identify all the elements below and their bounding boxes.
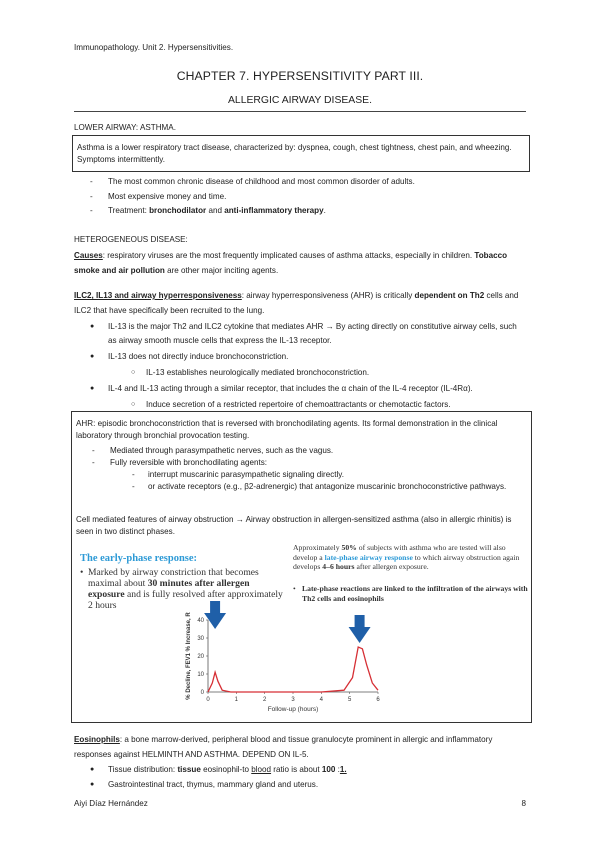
phase-response-figure	[78, 543, 528, 719]
heterogeneous-heading: HETEROGENEOUS DISEASE:	[74, 235, 188, 244]
late-phase-text: Approximately 50% of subjects with asthma who are tested will also develop a late-phase airway response to which airway obstruction again develops 4–6 hours after allergen exposure.	[293, 543, 520, 571]
x-tick-label: 0	[206, 697, 210, 703]
causes-paragraph: Causes: respiratory viruses are the most frequently implicated causes of asthma attacks, especially in children. Tobacco smoke and air pollution are other major inciting agents.	[74, 251, 508, 275]
y-tick-label: 20	[197, 654, 204, 660]
x-axis-label: Follow-up (hours)	[267, 706, 319, 713]
ahr-points	[76, 445, 528, 493]
ahr-definition: AHR: episodic bronchoconstriction that is reversed with bronchodilating agents. Its formal demonstration in the clinical laboratory through bronchial provocation testing.	[76, 419, 498, 440]
list-item: - interrupt muscarinic parasympathetic signaling directly.	[76, 469, 528, 481]
asthma-definition-box	[72, 135, 530, 172]
x-tick-label: 1	[234, 697, 239, 703]
ilc2-paragraph: ILC2, IL13 and airway hyperresponsiveness: airway hyperresponsiveness (AHR) is critically dependent on Th2 cells and ILC2 that have specifically been recruited to the lung.	[74, 291, 519, 315]
late-phase-highlight: late-phase airway response	[324, 552, 413, 562]
list-item: ○ Induce secretion of a restricted repertoire of chemoattractants or chemotactic factors.	[74, 398, 526, 412]
asthma-facts-list	[74, 176, 526, 217]
fev1-curve	[208, 647, 378, 692]
y-tick-label: 0	[200, 690, 204, 696]
x-tick-label: 3	[291, 697, 295, 703]
eosinophils-paragraph: Eosinophils: a bone marrow-derived, peripheral blood and tissue granulocyte prominent in allergic and inflammatory responses against HELMINTH AND ASTHMA. DEPEND ON IL-5.	[74, 735, 493, 759]
section-heading-asthma: LOWER AIRWAY: ASTHMA.	[74, 123, 176, 132]
asthma-definition: Asthma is a lower respiratory tract disease, characterized by: dyspnea, cough, chest tightness, chest pain, and wheezing. Symptoms intermittently.	[77, 143, 512, 164]
il13-list	[74, 320, 526, 412]
late-phase-arrow	[349, 615, 371, 643]
early-phase-arrow	[204, 601, 226, 629]
x-tick-label: 4	[319, 697, 324, 703]
running-header: Immunopathology. Unit 2. Hypersensitivities.	[74, 43, 234, 52]
ahr-box	[71, 411, 532, 723]
list-item: ● Gastrointestinal tract, thymus, mammary gland and uterus.	[74, 778, 526, 793]
chapter-title: CHAPTER 7. HYPERSENSITIVITY PART III.	[176, 69, 424, 83]
y-tick-label: 10	[197, 672, 204, 678]
footer-author: Aiyi Díaz Hernández	[74, 799, 148, 808]
page-number: 8	[521, 799, 526, 808]
phase-chart	[78, 547, 528, 719]
y-tick-label: 40	[197, 618, 204, 624]
list-item: ● IL-13 is the major Th2 and ILC2 cytokine that mediates AHR → By acting directly on constitutive airway cells, such as airway smooth muscle cells that express the IL-13 receptor.	[74, 320, 526, 348]
list-item: - or activate receptors (e.g., β2-adrenergic) that antagonize muscarinic bronchoconstrictive pathways.	[76, 481, 528, 493]
eosinophils-list	[74, 763, 526, 792]
late-phase-bullet: • Late-phase reactions are linked to the infiltration of the airways with Th2 cells and eosinophils	[293, 584, 528, 603]
list-item: ● Tissue distribution: tissue eosinophil-to blood ratio is about 100 :1.	[74, 763, 526, 778]
list-item: - The most common chronic disease of childhood and most common disorder of adults.	[74, 176, 526, 188]
x-tick-label: 6	[376, 697, 380, 703]
y-tick-label: 30	[197, 636, 204, 642]
list-item: - Most expensive money and time.	[74, 191, 526, 203]
list-item: ○ IL-13 establishes neurologically mediated bronchoconstriction.	[74, 366, 526, 380]
cell-mediated-text: Cell mediated features of airway obstruction → Airway obstruction in allergen-sensitized asthma (also in allergic rhinitis) is seen in two distinct phases.	[76, 515, 512, 536]
list-item: - Fully reversible with bronchodilating agents:	[76, 457, 528, 469]
title-divider	[74, 111, 526, 112]
x-tick-label: 2	[262, 697, 267, 703]
section-subtitle: ALLERGIC AIRWAY DISEASE.	[228, 95, 372, 106]
x-tick-label: 5	[347, 697, 352, 703]
list-item: - Mediated through parasympathetic nerves, such as the vagus.	[76, 445, 528, 457]
list-item: ● IL-4 and IL-13 acting through a similar receptor, that includes the α chain of the IL-4 receptor (IL-4Rα).	[74, 382, 526, 396]
list-item: - Treatment: bronchodilator and anti-inflammatory therapy.	[74, 205, 526, 217]
early-phase-text: • Marked by airway constriction that becomes maximal about 30 minutes after allergen exposure and is fully resolved after approximately 2 hours	[80, 567, 283, 611]
early-phase-title-text: The early-phase response:	[80, 553, 198, 564]
list-item: ● IL-13 does not directly induce bronchoconstriction.	[74, 350, 526, 364]
y-axis-label: % Decline, FEV1 % Increase, R	[186, 612, 192, 700]
